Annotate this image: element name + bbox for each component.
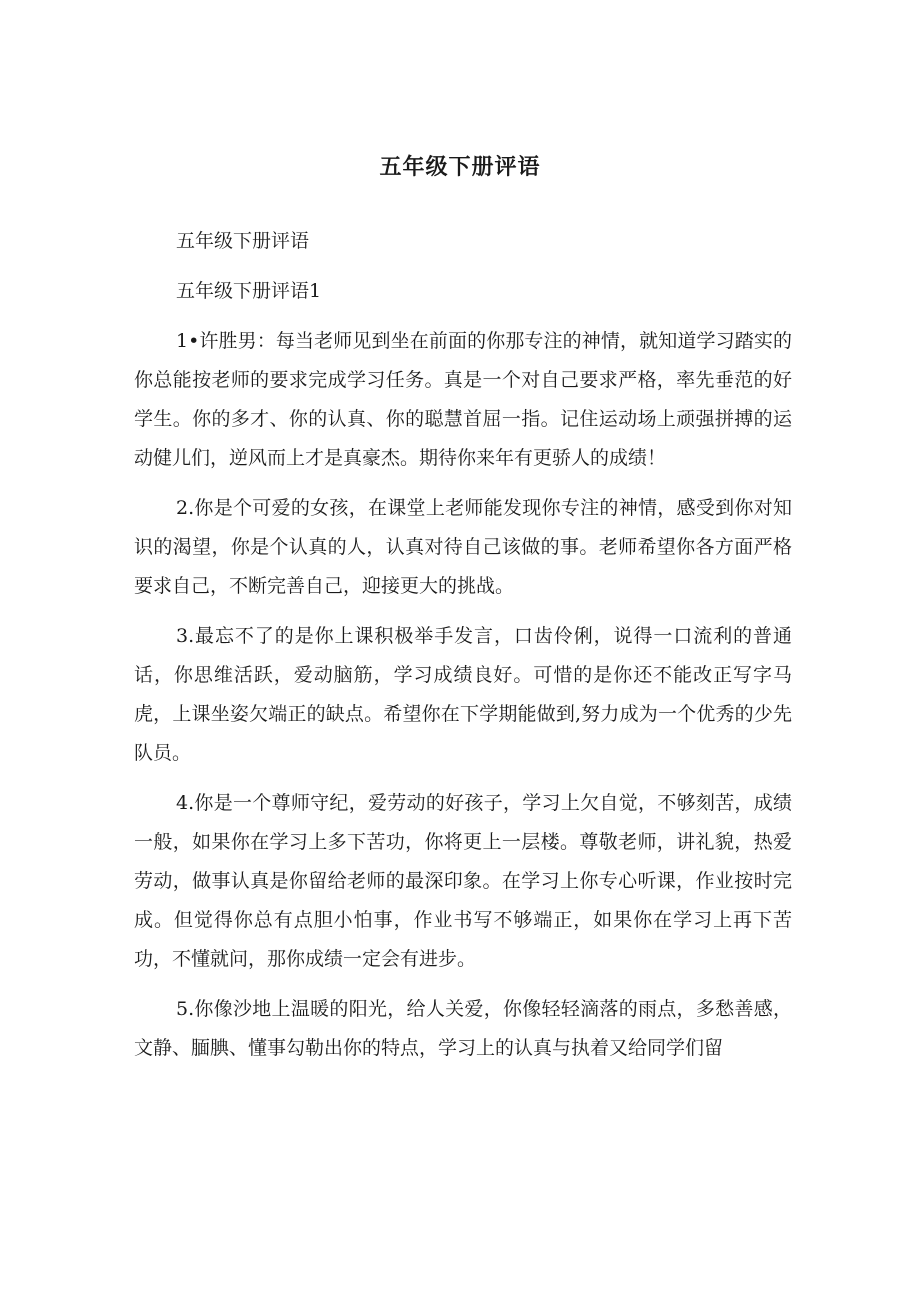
document-body — [134, 222, 792, 1079]
paragraph-1: 1•许胜男：每当老师见到坐在前面的你那专注的神情，就知道学习踏实的你总能按老师的要求完成学习任务。真是一个对自己要求严格，率先垂范的好学生。你的多才、你的认真、你的聪慧首屈一指。记住运动场上顽强拼搏的运动健儿们，逆风而上才是真豪杰。期待你来年有更骄人的成绩！ — [134, 330, 792, 469]
paragraph-4: 4.你是一个尊师守纪，爱劳动的好孩子，学习上欠自觉，不够刻苦，成绩一般，如果你在学习上多下苦功，你将更上一层楼。尊敬老师，讲礼貌，热爱劳动，做事认真是你留给老师的最深印象。在学习上你专心听课，作业按时完成。但觉得你总有点胆小怕事，作业书写不够端正，如果你在学习上再下苦功，不懂就问，那你成绩一定会有进步。 — [134, 792, 792, 970]
subtitle-line: 五年级下册评语 — [176, 230, 310, 252]
section-heading: 五年级下册评语1 — [176, 280, 322, 302]
document-title: 五年级下册评语 — [379, 155, 541, 180]
paragraph-3: 3.最忘不了的是你上课积极举手发言，口齿伶俐，说得一口流利的普通话，你思维活跃，爱动脑筋，学习成绩良好。可惜的是你还不能改正写字马虎，上课坐姿欠端正的缺点。希望你在下学期能做到,努力成为一个优秀的少先队员。 — [134, 625, 792, 764]
paragraph-5: 5.你像沙地上温暖的阳光，给人关爱，你像轻轻滴落的雨点，多愁善感，文静、腼腆、懂事勾勒出你的特点，学习上的认真与执着又给同学们留 — [134, 998, 792, 1059]
paragraph-2: 2.你是个可爱的女孩，在课堂上老师能发现你专注的神情，感受到你对知识的渴望，你是个认真的人，认真对待自己该做的事。老师希望你各方面严格要求自己，不断完善自己，迎接更大的挑战。 — [134, 497, 792, 597]
